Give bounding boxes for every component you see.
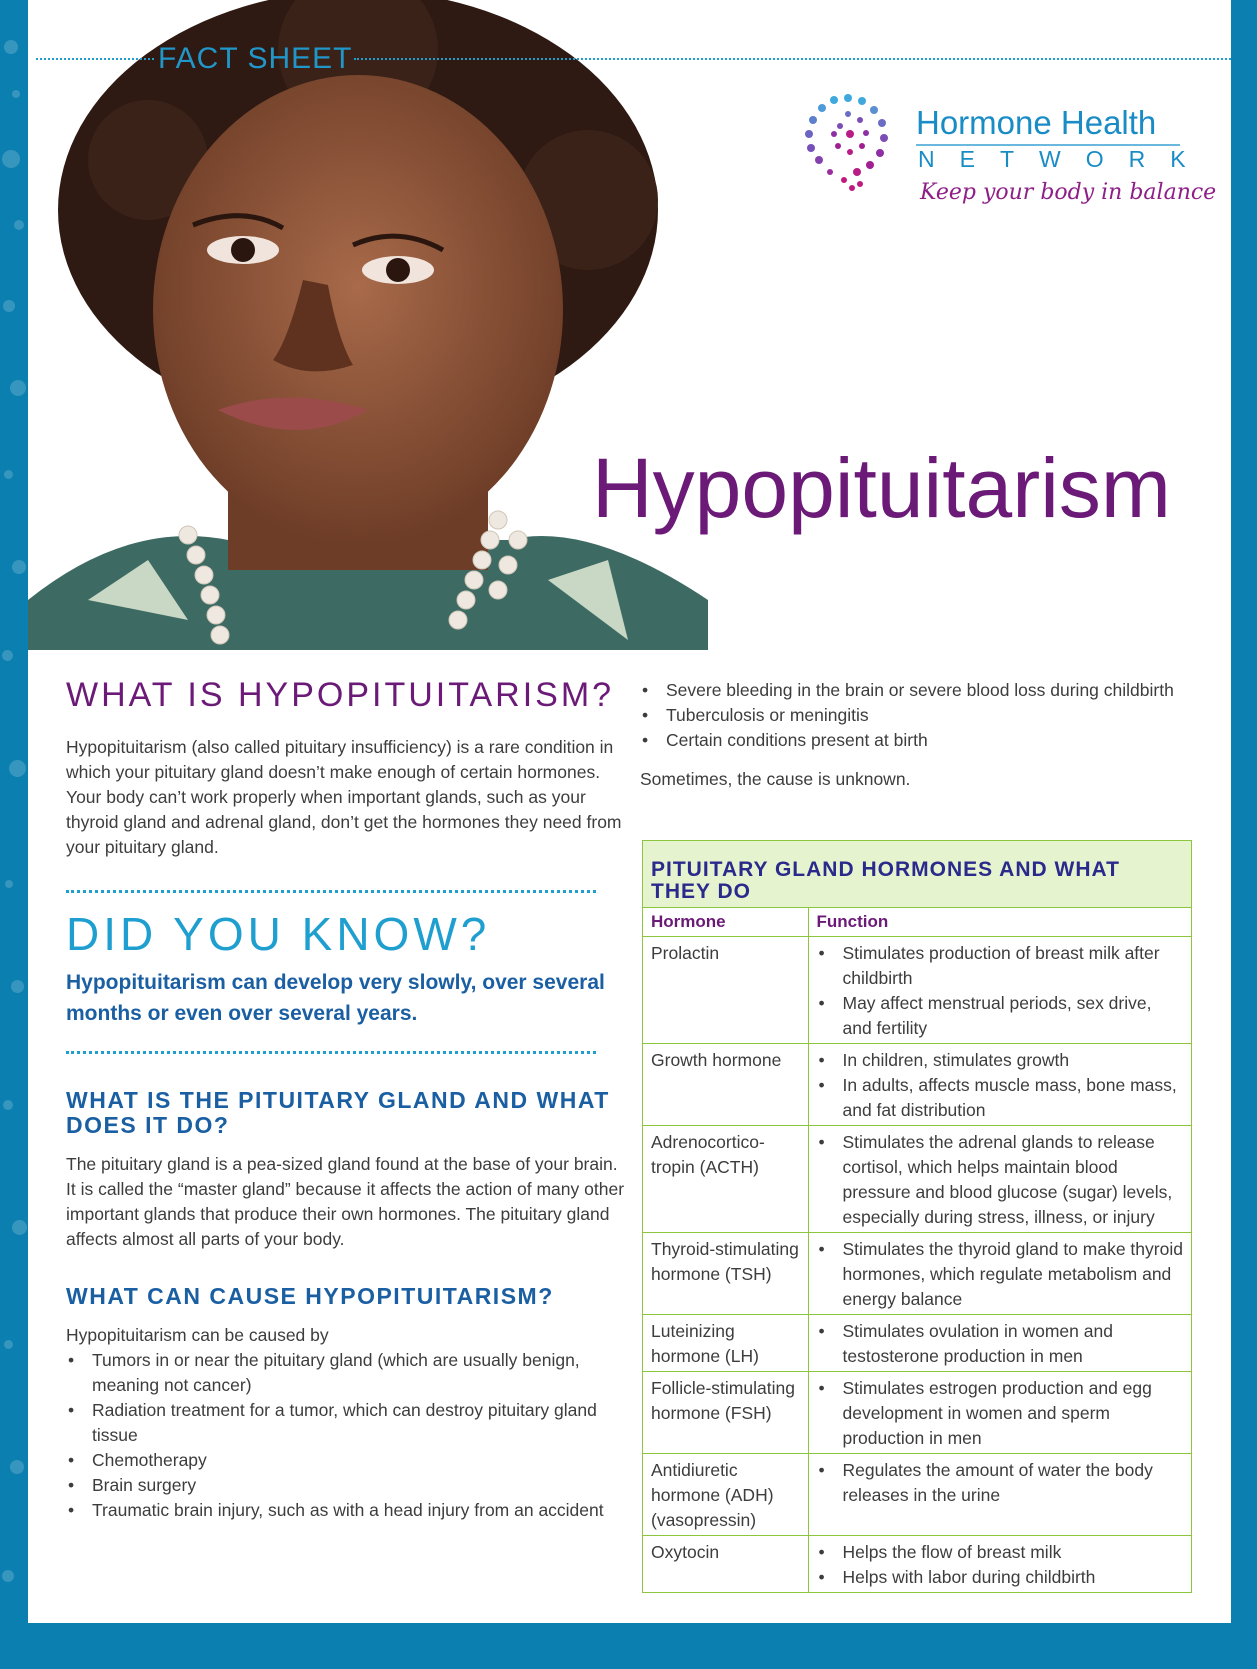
causes-list — [66, 1348, 626, 1523]
dotted-divider-bottom — [66, 1051, 596, 1054]
table-title: PITUITARY GLAND HORMONES AND WHAT THEY DO — [651, 858, 1120, 903]
list-item: • Traumatic brain injury, such as with a head injury from an accident — [66, 1498, 626, 1523]
hormone-name: Adrenocortico-tropin (ACTH) — [643, 1126, 808, 1233]
logo-title: Hormone Health — [916, 104, 1157, 141]
hormone-name: Antidiuretic hormone (ADH) (vasopressin) — [643, 1454, 808, 1536]
list-item: • Regulates the amount of water the body releases in the urine — [817, 1458, 1184, 1508]
table-row — [643, 1454, 1191, 1536]
list-item: • Tumors in or near the pituitary gland (which are usually benign, meaning not cancer) — [66, 1348, 626, 1398]
column-header-hormone: Hormone — [643, 908, 808, 937]
list-item: • Tuberculosis or meningitis — [640, 703, 1190, 728]
page-title: Hypopituitarism — [592, 441, 1171, 535]
table-row — [643, 1315, 1191, 1372]
list-item: • Helps with labor during childbirth — [817, 1565, 1184, 1590]
causes-list-continued — [640, 678, 1190, 753]
hormone-name: Oxytocin — [643, 1536, 808, 1593]
hormone-function — [808, 1044, 1191, 1126]
list-item: • Helps the flow of breast milk — [817, 1540, 1184, 1565]
hormone-function — [808, 937, 1191, 1044]
table-row — [643, 1536, 1191, 1593]
hormone-function — [808, 1372, 1191, 1454]
hormone-name: Prolactin — [643, 937, 808, 1044]
hormone-name: Growth hormone — [643, 1044, 808, 1126]
list-item: • In adults, affects muscle mass, bone mass, and fat distribution — [817, 1073, 1184, 1123]
table-row — [643, 937, 1191, 1044]
right-column — [640, 678, 1190, 792]
causes-intro: Hypopituitarism can be caused by — [66, 1325, 329, 1345]
dotted-divider-top — [66, 890, 596, 893]
list-item: • Stimulates the adrenal glands to release cortisol, which helps maintain blood pressure and blood glucose (sugar) levels, especially during stress, illness, or injury — [817, 1130, 1184, 1230]
list-item: • Severe bleeding in the brain or severe blood loss during childbirth — [640, 678, 1190, 703]
what-is-heading: WHAT IS HYPOPITUITARISM? — [66, 676, 615, 714]
portrait-photo — [28, 0, 708, 650]
list-item: • Stimulates production of breast milk after childbirth — [817, 941, 1184, 991]
hormone-name: Thyroid-stimulating hormone (TSH) — [643, 1233, 808, 1315]
logo-tagline: Keep your body in balance — [920, 180, 1217, 205]
list-item: • Chemotherapy — [66, 1448, 626, 1473]
hormone-function — [808, 1536, 1191, 1593]
bottom-border — [0, 1623, 1257, 1669]
causes-heading: WHAT CAN CAUSE HYPOPITUITARISM? — [66, 1283, 554, 1309]
table-header — [643, 841, 1191, 908]
hormone-name: Luteinizing hormone (LH) — [643, 1315, 808, 1372]
causes-closing: Sometimes, the cause is unknown. — [640, 769, 911, 789]
fact-sheet-label: FACT SHEET — [158, 42, 353, 75]
dotted-rule-left — [36, 58, 154, 60]
hormone-name: Follicle-stimulating hormone (FSH) — [643, 1372, 808, 1454]
hormone-table — [642, 840, 1192, 1593]
list-item: • May affect menstrual periods, sex drive, and fertility — [817, 991, 1184, 1041]
table-row — [643, 1233, 1191, 1315]
hormone-function — [808, 1126, 1191, 1233]
list-item: • In children, stimulates growth — [817, 1048, 1184, 1073]
pituitary-heading: WHAT IS THE PITUITARY GLAND AND WHAT DOES IT DO? — [66, 1087, 610, 1138]
list-item: • Certain conditions present at birth — [640, 728, 1190, 753]
list-item: • Radiation treatment for a tumor, which can destroy pituitary gland tissue — [66, 1398, 626, 1448]
list-item: • Stimulates ovulation in women and testosterone production in men — [817, 1319, 1184, 1369]
hormone-function — [808, 1315, 1191, 1372]
table-row — [643, 1044, 1191, 1126]
logo-network-text: NETWORK — [918, 146, 1211, 172]
left-column — [66, 676, 626, 1523]
right-border — [1231, 0, 1257, 1669]
table-row — [643, 1126, 1191, 1233]
left-border-decoration — [0, 0, 28, 1669]
hormone-function-table — [643, 908, 1191, 1592]
list-item: • Brain surgery — [66, 1473, 626, 1498]
hormone-function — [808, 1454, 1191, 1536]
what-is-paragraph: Hypopituitarism (also called pituitary insufficiency) is a rare condition in which your pituitary gland doesn’t make enough of certain hormones. Your body can’t work properly when important glands, such as your thyroid gland and adrenal gland, don’t get the hormones they need from your pituitary gland. — [66, 737, 622, 857]
pituitary-paragraph: The pituitary gland is a pea-sized gland found at the base of your brain. It is called the “master gland” because it affects the action of many other important glands that produce their own hormones. The pituitary gland affects almost all parts of your body. — [66, 1154, 625, 1249]
spiral-logo-icon — [800, 88, 896, 198]
hormone-function — [808, 1233, 1191, 1315]
did-you-know-heading: DID YOU KNOW? — [66, 908, 491, 960]
table-row — [643, 1372, 1191, 1454]
did-you-know-text: Hypopituitarism can develop very slowly, over several months or even over several years. — [66, 971, 605, 1025]
list-item: • Stimulates the thyroid gland to make thyroid hormones, which regulate metabolism and energy balance — [817, 1237, 1184, 1312]
column-header-function: Function — [808, 908, 1191, 937]
fact-sheet-header — [36, 38, 1231, 75]
list-item: • Stimulates estrogen production and egg development in women and sperm production in men — [817, 1376, 1184, 1451]
hormone-health-network-logo — [800, 88, 1217, 218]
dotted-rule-right — [354, 58, 1231, 60]
